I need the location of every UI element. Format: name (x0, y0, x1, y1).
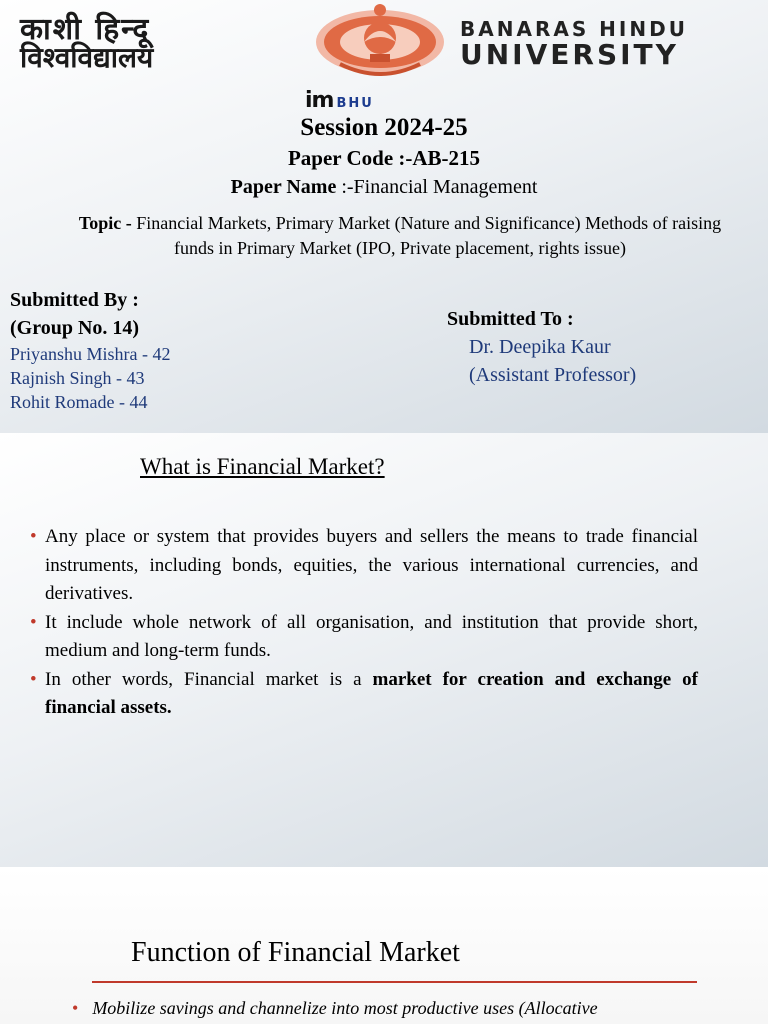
bullet-text: It include whole network of all organisation, and institution that provide short, medium and long-term funds. (45, 611, 698, 661)
professor-name: Dr. Deepika Kaur (469, 336, 611, 358)
english-line-1: BANARAS HINDU (460, 17, 688, 41)
hindi-line-1: काशी हिन्दू (20, 12, 151, 47)
bullet-text: Mobilize savings and channelize into most productive uses (Allocative (92, 998, 598, 1018)
member-name: Rajnish Singh - 43 (10, 368, 145, 388)
submitted-to-label: Submitted To : (447, 308, 574, 330)
paper-name (0, 176, 768, 199)
hindi-line-2: विश्वविद्यालय (20, 41, 154, 74)
bullet-item (30, 609, 698, 666)
paper-name-value: :-Financial Management (336, 176, 538, 198)
im-bhu-logo (305, 88, 374, 113)
title-underline (92, 981, 697, 983)
bullet-icon: • (30, 611, 37, 633)
function-slide (0, 867, 768, 1024)
topic (60, 211, 740, 261)
bullet-icon: • (30, 526, 37, 547)
paper-code: Paper Code :-AB-215 (287, 146, 481, 170)
financial-market-slide (0, 433, 768, 867)
topic-text: Financial Markets, Primary Market (Nature and Significance) Methods of raising funds in Primary Market (IPO, Private placement, rights issue) (131, 213, 722, 258)
logo-im: im (305, 88, 334, 113)
slide-title: Function of Financial Market (131, 937, 460, 968)
bullet-icon: • (30, 668, 37, 690)
bullet-item (30, 523, 698, 609)
session-title: Session 2024-25 (300, 114, 468, 141)
university-seal-icon (310, 2, 450, 78)
slide-title: What is Financial Market? (140, 454, 385, 479)
paper-name-label: Paper Name (230, 176, 337, 198)
bullet-item (72, 998, 712, 1019)
bullet-list (30, 523, 698, 723)
bullet-icon: • (72, 998, 79, 1018)
cover-slide (0, 0, 768, 433)
logo-bhu: BHU (336, 96, 374, 111)
bullet-text: Any place or system that provides buyers and sellers the means to trade financial instruments, including bonds, equities, the various international currencies, and derivatives. (45, 526, 698, 604)
submitted-by-block (10, 286, 171, 414)
topic-label: Topic - (78, 213, 132, 233)
english-line-2: UNIVERSITY (460, 38, 679, 71)
hindi-university-name (20, 12, 300, 74)
bullet-bold-text: market for creation and exchange of financial assets. (45, 668, 698, 718)
submitted-to-block (447, 305, 636, 389)
submitted-by-label: Submitted By : (10, 289, 139, 311)
group-number: (Group No. 14) (10, 317, 140, 339)
bullet-item (30, 666, 698, 723)
member-name: Priyanshu Mishra - 42 (10, 344, 171, 364)
professor-title: (Assistant Professor) (469, 364, 637, 386)
english-university-name (460, 18, 760, 70)
bullet-text: In other words, Financial market is a (45, 668, 373, 690)
member-name: Rohit Romade - 44 (10, 392, 148, 412)
